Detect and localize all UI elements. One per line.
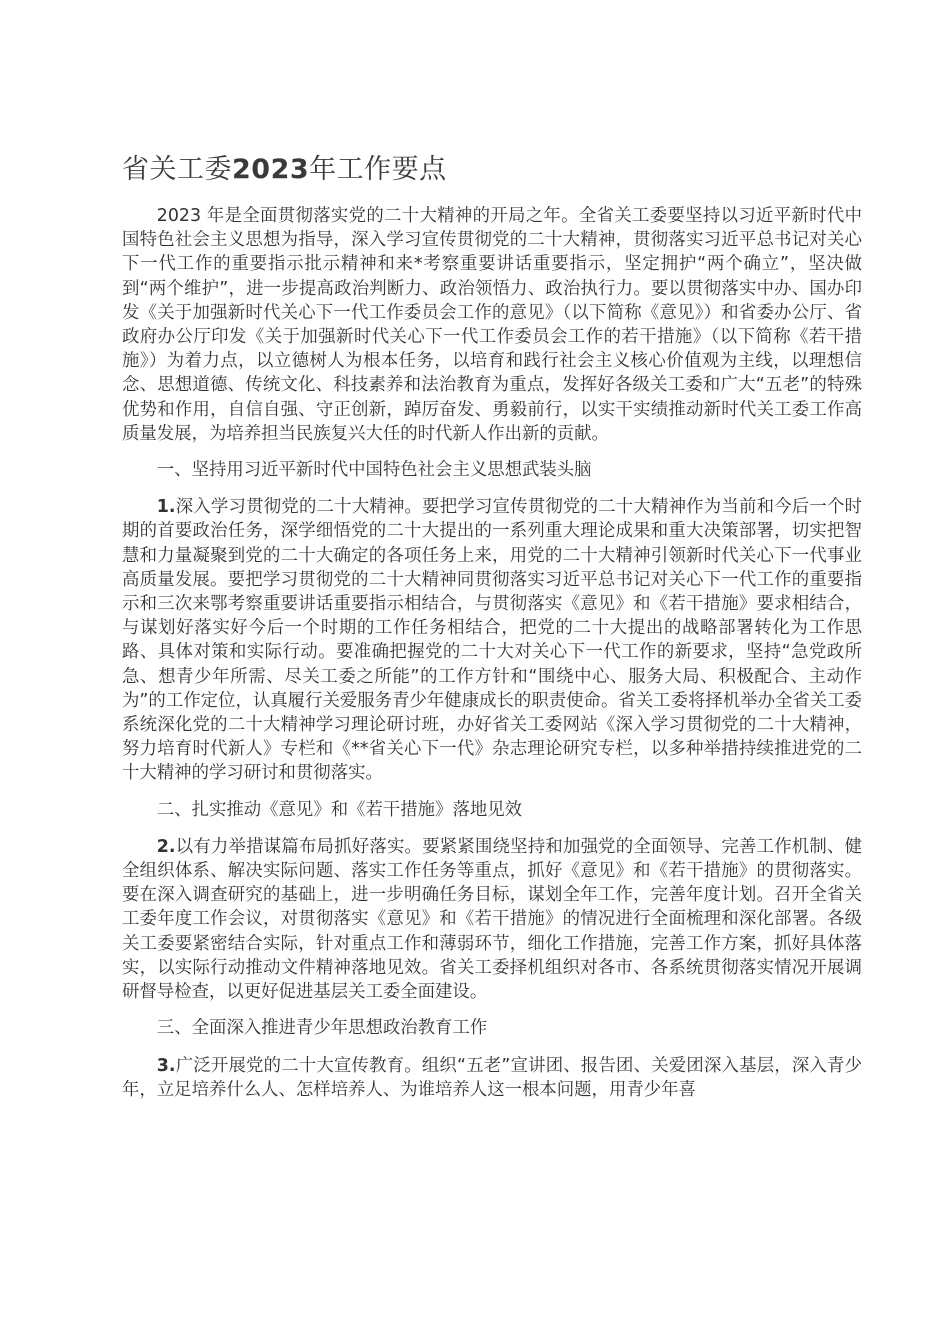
section-item-1 (122, 495, 862, 785)
title-suffix: 年工作要点 (309, 154, 447, 185)
section-heading-2: 二、扎实推动《意见》和《若干措施》落地见效 (156, 799, 523, 820)
title-prefix: 省关工委 (122, 154, 232, 185)
document-page (122, 150, 862, 1111)
section-heading-1: 一、坚持用习近平新时代中国特色社会主义思想武装头脑 (156, 460, 592, 481)
item-number-2: 2. (156, 836, 176, 857)
item-text-3: 广泛开展党的二十大宣传教育。组织“五老”宣讲团、报告团、关爱团深入基层，深入青少年，立足培养什么人、怎样培养人、为谁培养人这一根本问题，用青少年喜 (122, 1055, 862, 1100)
document-title (122, 150, 862, 190)
item-number-3: 3. (156, 1055, 176, 1076)
section-item-3 (122, 1054, 862, 1102)
item-text-2: 以有力举措谋篇布局抓好落实。要紧紧围绕坚持和加强党的全面领导、完善工作机制、健全组织体系、解决实际问题、落实工作任务等重点，抓好《意见》和《若干措施》的贯彻落实。要在深入调查研究的基础上，进一步明确任务目标，谋划全年工作，完善年度计划。召开全省关工委年度工作会议，对贯彻落实《意见》和《若干措施》的情况进行全面梳理和深化部署。各级关工委要紧密结合实际，针对重点工作和薄弱环节，细化工作措施，完善工作方案，抓好具体落实，以实际行动推动文件精神落地见效。省关工委择机组织对各市、各系统贯彻落实情况开展调研督导检查，以更好促进基层关工委全面建设。 (122, 836, 862, 1003)
item-text-1: 深入学习贯彻党的二十大精神。要把学习宣传贯彻党的二十大精神作为当前和今后一个时期的首要政治任务，深学细悟党的二十大提出的一系列重大理论成果和重大决策部署，切实把智慧和力量凝聚到党的二十大确定的各项任务上来，用党的二十大精神引领新时代关心下一代事业高质量发展。要把学习贯彻党的二十大精神同贯彻落实习近平总书记对关心下一代工作的重要指示和三次来鄂考察重要讲话重要指示相结合，与贯彻落实《意见》和《若干措施》要求相结合，与谋划好落实好今后一个时期的工作任务相结合，把党的二十大提出的战略部署转化为工作思路、具体对策和实际行动。要准确把握党的二十大对关心下一代工作的新要求，坚持“急党政所急、想青少年所需、尽关工委之所能”的工作方针和“围绕中心、服务大局、积极配合、主动作为”的工作定位，认真履行关爱服务青少年健康成长的职责使命。省关工委将择机举办全省关工委系统深化党的二十大精神学习理论研讨班，办好省关工委网站《深入学习贯彻党的二十大精神，努力培育时代新人》专栏和《**省关心下一代》杂志理论研究专栏，以多种举措持续推进党的二十大精神的学习研讨和贯彻落实。 (122, 497, 862, 784)
item-number-1: 1. (156, 497, 176, 518)
intro-paragraph: 2023 年是全面贯彻落实党的二十大精神的开局之年。全省关工委要坚持以习近平新时代中国特色社会主义思想为指导，深入学习宣传贯彻党的二十大精神，贯彻落实习近平总书记对关心下一代工作的重要指示批示精神和来*考察重要讲话重要指示，坚定拥护“两个确立”，坚决做到“两个维护”，进一步提高政治判断力、政治领悟力、政治执行力。要以贯彻落实中办、国办印发《关于加强新时代关心下一代工作委员会工作的意见》（以下简称《意见》）和省委办公厅、省政府办公厅印发《关于加强新时代关心下一代工作委员会工作的若干措施》（以下简称《若干措施》）为着力点，以立德树人为根本任务，以培育和践行社会主义核心价值观为主线，以理想信念、思想道德、传统文化、科技素养和法治教育为重点，发挥好各级关工委和广大“五老”的特殊优势和作用，自信自强、守正创新，踔厉奋发、勇毅前行，以实干实绩推动新时代关工委工作高质量发展，为培养担当民族复兴大任的时代新人作出新的贡献。 (122, 206, 862, 444)
section-item-2 (122, 835, 862, 1004)
title-year: 2023 (232, 154, 310, 185)
section-heading-3: 三、全面深入推进青少年思想政治教育工作 (156, 1018, 488, 1039)
